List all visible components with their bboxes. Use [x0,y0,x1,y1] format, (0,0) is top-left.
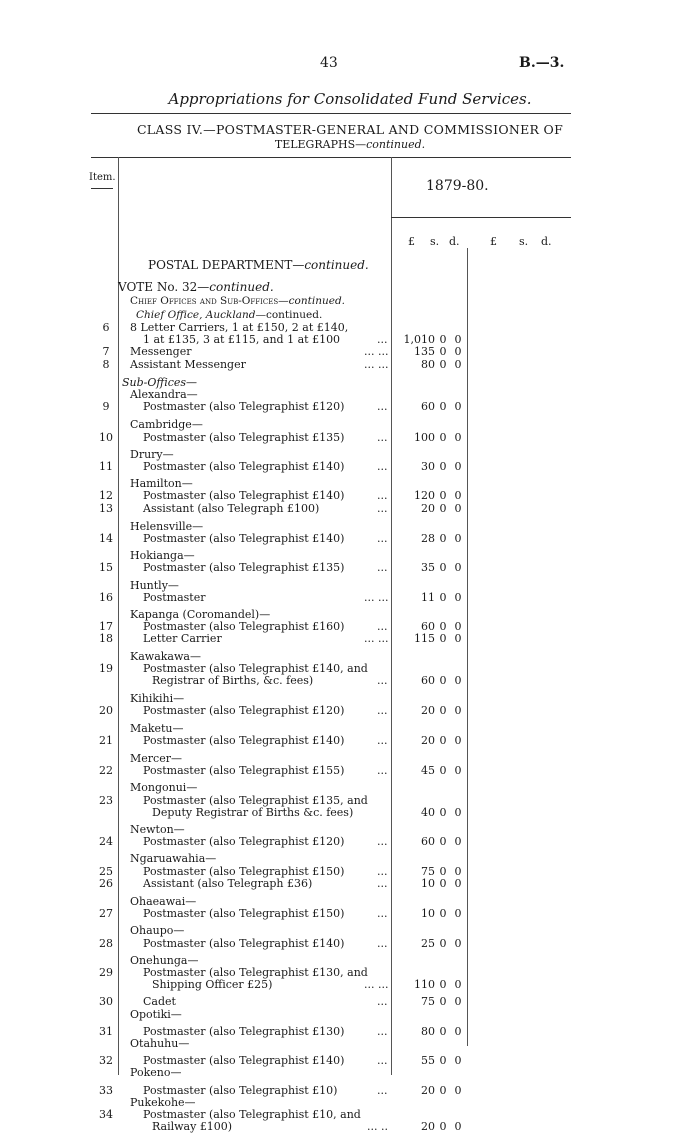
amount-shillings: 0 [439,835,447,849]
department-name: POSTAL DEPARTMENT— [148,258,305,272]
amount-shillings: 0 [439,532,447,545]
item-number: 29 [99,966,113,979]
amount-pence: 0 [454,864,462,878]
item-number: 16 [99,590,113,604]
row-description: Deputy Registrar of Births &c. fees) [152,805,354,819]
amount-pounds: 1,010 [403,333,435,347]
page-number: 43 [320,55,338,71]
item-number: 22 [99,764,113,778]
amount-shillings: 0 [439,733,447,747]
row-leader-dots: ... [377,733,388,747]
row-description: Opotiki— [130,1007,182,1021]
amount-pounds: 30 [421,460,435,473]
row-leader-dots: ... [377,532,388,545]
row-leader-dots: ... .. [367,1120,388,1133]
row-description: Sub-Offices— [122,375,198,389]
row-leader-dots: ... ... [364,357,389,371]
table-row [0,895,700,907]
row-description: Postmaster (also Telegraphist £150) [143,907,345,921]
row-description: Helensville— [130,519,204,533]
item-header-rule [91,188,113,189]
table-row [0,1037,700,1049]
amount-shillings: 0 [439,764,447,778]
table-row [0,734,700,746]
row-description: Cadet [143,995,176,1009]
amount-shillings: 0 [439,704,447,718]
amount-pence: 0 [454,561,462,575]
row-description: Postmaster (also Telegraphist £120) [143,704,345,718]
item-number: 28 [99,936,113,950]
amount-pence: 0 [454,357,462,371]
item-column-header: Item. [89,172,116,183]
row-leader-dots: ... [377,1083,388,1097]
item-number: 10 [99,430,113,444]
amount-pounds: 25 [421,936,435,950]
amount-pounds: 115 [414,632,435,646]
amount-shillings: 0 [439,345,447,359]
amount-pounds: 28 [421,532,435,545]
table-row [0,448,700,460]
amount-pence: 0 [454,532,462,545]
item-number: 12 [99,489,113,503]
amount-pounds: 75 [421,995,435,1009]
row-description: Shipping Officer £25) [152,978,273,992]
header-rule [91,113,571,114]
amount-shillings: 0 [439,561,447,575]
document-reference: B.—3. [519,55,565,71]
row-description: Postmaster (also Telegraphist £135) [143,561,345,575]
chief-office-name: Chief Office, Auckland— [136,309,266,321]
amount-shillings: 0 [439,936,447,950]
row-leader-dots: ... ... [364,345,389,359]
table-row [0,877,700,889]
amount-shillings: 0 [439,400,447,414]
table-row [0,650,700,662]
amount-pence: 0 [454,733,462,747]
table-row [0,358,700,370]
row-leader-dots: ... [377,430,388,444]
table-row [0,333,700,345]
item-number: 19 [99,661,113,675]
table-row [0,608,700,620]
table-row [0,549,700,561]
item-number: 20 [99,704,113,718]
row-description: Otahuhu— [130,1037,190,1050]
row-leader-dots: ... [377,835,388,849]
item-number: 15 [99,561,113,575]
item-number: 31 [99,1024,113,1038]
amount-pence: 0 [454,632,462,646]
amount-pence: 0 [454,489,462,503]
row-leader-dots: ... [377,936,388,950]
table-row [0,995,700,1007]
table-row [0,674,700,686]
amount-pence: 0 [454,805,462,819]
row-description: Postmaster (also Telegraphist £140) [143,460,345,473]
row-leader-dots: ... [377,1054,388,1068]
table-row [0,865,700,877]
amount-pence: 0 [454,400,462,414]
pence-header-2: d. [541,235,552,248]
amount-pounds: 80 [421,1024,435,1038]
row-description: Drury— [130,447,174,461]
amount-shillings: 0 [439,1054,447,1068]
department-continued: continued. [304,258,369,272]
row-description: Postmaster (also Telegraphist £160) [143,620,345,634]
amount-pounds: 80 [421,357,435,371]
amount-pence: 0 [454,333,462,347]
amount-pence: 0 [454,936,462,950]
amount-shillings: 0 [439,460,447,473]
row-description: Newton— [130,823,185,836]
row-description: Postmaster (also Telegraphist £130, and [143,966,368,979]
row-description: Registrar of Births, &c. fees) [152,674,314,687]
amount-pounds: 60 [421,400,435,414]
chief-office-continued: continued. [265,309,323,321]
amount-shillings: 0 [439,430,447,444]
table-row [0,966,700,978]
amount-pence: 0 [454,764,462,778]
row-description: Postmaster (also Telegraphist £135, and [143,793,368,807]
shillings-header-2: s. [519,235,529,248]
amount-pounds: 135 [414,345,435,359]
row-description: Kihikihi— [130,692,185,706]
item-number: 11 [99,460,113,473]
table-row [0,1066,700,1078]
class-heading-continued: continued. [366,138,426,151]
amount-shillings: 0 [439,1120,447,1133]
table-row [0,620,700,632]
table-row [0,662,700,674]
row-description: Ohaupo— [130,924,185,938]
amount-shillings: 0 [439,620,447,634]
table-row [0,954,700,966]
row-description: Pukekohe— [130,1095,196,1109]
row-leader-dots: ... [377,501,388,515]
item-number: 17 [99,620,113,634]
row-description: Postmaster [143,590,206,604]
table-row [0,907,700,919]
table-row [0,561,700,573]
table-row [0,752,700,764]
page-subtitle: Appropriations for Consolidated Fund Services. [168,90,532,108]
department-heading [148,258,369,272]
amount-pounds: 45 [421,764,435,778]
table-row [0,1025,700,1037]
row-leader-dots: ... [377,400,388,414]
amount-shillings: 0 [439,864,447,878]
row-leader-dots: ... [377,674,388,687]
row-leader-dots: ... [377,333,388,347]
table-row [0,781,700,793]
row-description: Kapanga (Coromandel)— [130,608,271,621]
table-row [0,978,700,990]
table-row [0,937,700,949]
table-row [0,579,700,591]
chief-office-auckland-heading [136,309,322,321]
row-description: Cambridge— [130,418,203,432]
amount-shillings: 0 [439,333,447,347]
row-description: Postmaster (also Telegraphist £10, and [143,1108,361,1121]
item-number: 34 [99,1108,113,1121]
row-description: Postmaster (also Telegraphist £130) [143,1024,345,1038]
row-leader-dots: ... [377,907,388,921]
amount-pounds: 10 [421,876,435,890]
amount-pence: 0 [454,978,462,992]
amount-pounds: 60 [421,835,435,849]
row-leader-dots: ... [377,561,388,575]
item-number: 33 [99,1083,113,1097]
amount-pounds: 110 [414,978,435,992]
row-description: Onehunga— [130,953,199,967]
pound-header: £ [408,235,415,248]
amount-pence: 0 [454,345,462,359]
table-row [0,418,700,430]
row-leader-dots: ... [377,620,388,634]
row-description: Messenger [130,345,192,359]
table-top-rule [91,157,571,158]
amount-shillings: 0 [439,907,447,921]
table-row [0,1120,700,1132]
row-description: Pokeno— [130,1066,182,1080]
row-description: Assistant (also Telegraph £36) [143,876,313,890]
table-row [0,1084,700,1096]
table-row [0,632,700,644]
year-header: 1879-80. [426,178,489,194]
table-row [0,321,700,333]
amount-shillings: 0 [439,995,447,1009]
amount-pounds: 120 [414,489,435,503]
table-row [0,520,700,532]
item-number: 30 [99,995,113,1009]
item-number: 9 [102,400,110,414]
table-row [0,924,700,936]
row-description: Maketu— [130,721,184,735]
row-description: Ohaeawai— [130,895,197,908]
row-description: Postmaster (also Telegraphist £140) [143,489,345,503]
amount-pounds: 40 [421,805,435,819]
amount-pounds: 10 [421,907,435,921]
row-leader-dots: ... ... [364,978,389,992]
row-leader-dots: ... [377,764,388,778]
row-description: Mercer— [130,752,182,765]
amount-shillings: 0 [439,674,447,687]
table-row [0,722,700,734]
row-description: Postmaster (also Telegraphist £140) [143,532,345,545]
table-row [0,460,700,472]
amount-pence: 0 [454,835,462,849]
item-number: 7 [102,345,110,359]
pence-header: d. [449,235,460,248]
row-description: Railway £100) [152,1120,233,1133]
row-description: Postmaster (also Telegraphist £120) [143,835,345,849]
row-description: 1 at £135, 3 at £115, and 1 at £100 [143,333,341,347]
row-description: Alexandra— [130,388,198,401]
row-leader-dots: ... [377,489,388,503]
vote-name: VOTE No. 32— [118,280,210,294]
table-row [0,1054,700,1066]
amount-pence: 0 [454,460,462,473]
amount-pence: 0 [454,1024,462,1038]
item-number: 23 [99,793,113,807]
amount-pounds: 20 [421,704,435,718]
amount-pounds: 100 [414,430,435,444]
table-row [0,477,700,489]
item-number: 27 [99,907,113,921]
item-number: 24 [99,835,113,849]
row-description: Hokianga— [130,549,195,563]
chief-offices-name: Chief Offices and Sub-Offices— [130,295,289,307]
amount-pence: 0 [454,995,462,1009]
amount-shillings: 0 [439,978,447,992]
table-row [0,704,700,716]
row-description: Letter Carrier [143,632,222,646]
amount-pence: 0 [454,620,462,634]
chief-offices-continued: continued. [288,295,346,307]
amount-pounds: 35 [421,561,435,575]
amount-shillings: 0 [439,1024,447,1038]
row-description: Mongonui— [130,781,198,795]
table-row [0,835,700,847]
row-description: Postmaster (also Telegraphist £150) [143,864,345,878]
amount-pence: 0 [454,1054,462,1068]
class-heading-line1: CLASS IV.—POSTMASTER-GENERAL AND COMMISSIONER OF [136,122,564,137]
amount-shillings: 0 [439,1083,447,1097]
row-description: Postmaster (also Telegraphist £140) [143,733,345,747]
item-number: 26 [99,876,113,890]
row-description: Postmaster (also Telegraphist £140) [143,1054,345,1068]
row-leader-dots: ... [377,1024,388,1038]
row-leader-dots: ... ... [364,632,389,646]
table-row [0,489,700,501]
amount-pounds: 60 [421,674,435,687]
amount-pounds: 20 [421,1120,435,1133]
row-description: Postmaster (also Telegraphist £155) [143,764,345,778]
amount-pounds: 20 [421,501,435,515]
row-description: Huntly— [130,578,179,592]
amount-pounds: 75 [421,864,435,878]
table-row [0,823,700,835]
year-header-rule [391,217,571,218]
class-heading-line2 [0,138,700,151]
row-leader-dots: ... [377,460,388,473]
table-row [0,764,700,776]
item-number: 13 [99,501,113,515]
amount-shillings: 0 [439,590,447,604]
item-number: 32 [99,1054,113,1068]
amount-pence: 0 [454,430,462,444]
amount-shillings: 0 [439,876,447,890]
vote-heading [118,280,274,294]
row-description: Postmaster (also Telegraphist £140) [143,936,345,950]
row-description: Assistant Messenger [130,357,246,371]
row-leader-dots: ... ... [364,590,389,604]
amount-pounds: 20 [421,1083,435,1097]
table-row [0,1096,700,1108]
table-row [0,852,700,864]
amount-pence: 0 [454,501,462,515]
row-description: Postmaster (also Telegraphist £120) [143,400,345,414]
table-row [0,794,700,806]
item-number: 18 [99,632,113,646]
class-heading-line2-main: TELEGRAPHS— [274,138,367,151]
row-leader-dots: ... [377,995,388,1009]
amount-shillings: 0 [439,357,447,371]
amount-shillings: 0 [439,489,447,503]
row-description: Postmaster (also Telegraphist £135) [143,430,345,444]
table-row [0,400,700,412]
amount-pence: 0 [454,876,462,890]
table-row [0,591,700,603]
table-row [0,532,700,544]
row-description: 8 Letter Carriers, 1 at £150, 2 at £140, [130,321,349,334]
row-leader-dots: ... [377,864,388,878]
shillings-header: s. [430,235,440,248]
amount-pounds: 20 [421,733,435,747]
amount-pence: 0 [454,674,462,687]
row-leader-dots: ... [377,876,388,890]
item-number: 21 [99,733,113,747]
vote-continued: continued. [209,280,274,294]
pound-header-2: £ [490,235,497,248]
row-description: Kawakawa— [130,649,201,663]
amount-pence: 0 [454,1120,462,1133]
table-row [0,376,700,388]
amount-pence: 0 [454,907,462,921]
item-number: 8 [102,357,110,371]
table-row [0,388,700,400]
row-leader-dots: ... [377,704,388,718]
amount-shillings: 0 [439,632,447,646]
table-row [0,431,700,443]
amount-pence: 0 [454,590,462,604]
row-description: Ngaruawahia— [130,852,217,866]
item-number: 14 [99,532,113,545]
amount-shillings: 0 [439,805,447,819]
item-number: 25 [99,864,113,878]
chief-offices-heading [130,295,345,307]
table-row [0,806,700,818]
item-number: 6 [102,321,110,334]
table-row [0,1108,700,1120]
amount-pounds: 55 [421,1054,435,1068]
amount-pence: 0 [454,704,462,718]
table-row [0,502,700,514]
row-description: Postmaster (also Telegraphist £10) [143,1083,338,1097]
amount-pounds: 60 [421,620,435,634]
row-description: Assistant (also Telegraph £100) [143,501,320,515]
row-description: Hamilton— [130,477,193,491]
table-row [0,345,700,357]
amount-shillings: 0 [439,501,447,515]
amount-pence: 0 [454,1083,462,1097]
table-row [0,1008,700,1020]
row-description: Postmaster (also Telegraphist £140, and [143,661,368,675]
table-row [0,692,700,704]
amount-pounds: 11 [421,590,435,604]
